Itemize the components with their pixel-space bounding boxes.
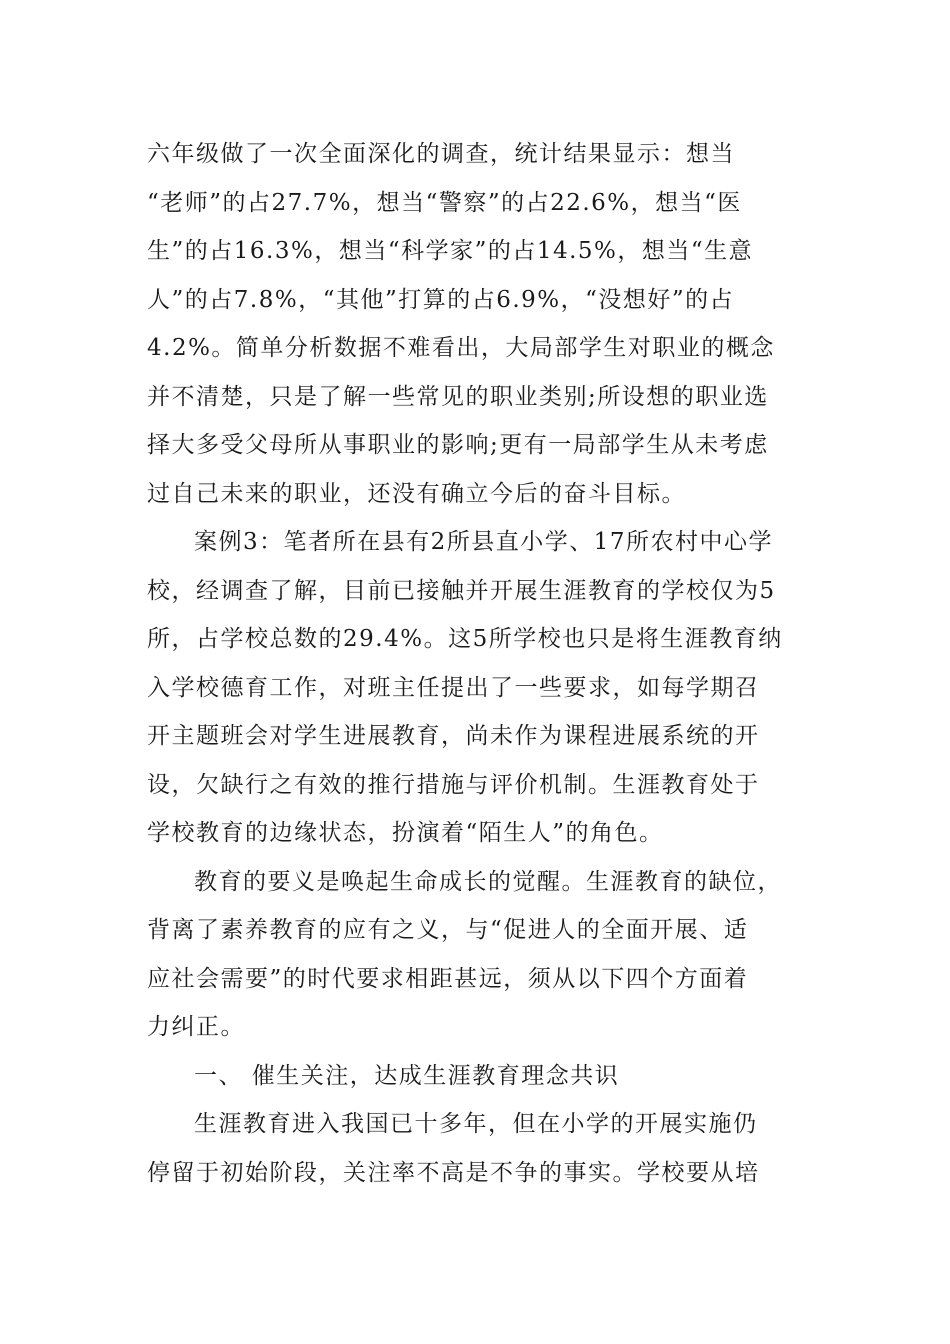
text-line: 生”的占16.3%，想当“科学家”的占14.5%，想当“生意 bbox=[147, 238, 754, 264]
text-line: 过自己未来的职业，还没有确立今后的奋斗目标。 bbox=[147, 480, 686, 507]
text-line: “老师”的占27.7%，想当“警察”的占22.6%，想当“医 bbox=[147, 189, 742, 216]
text-line: 学校教育的边缘状态，扮演着“陌生人”的角色。 bbox=[147, 820, 664, 846]
document-body bbox=[147, 130, 807, 1197]
paragraph-start-education: 教育的要义是唤起生命成长的觉醒。生涯教育的缺位， bbox=[194, 868, 782, 895]
text-line: 停留于初始阶段，关注率不高是不争的事实。学校要从培 bbox=[147, 1159, 760, 1186]
text-line: 力纠正。 bbox=[147, 1014, 245, 1040]
paragraph-start-career: 生涯教育进入我国已十多年，但在小学的开展实施仍 bbox=[194, 1111, 758, 1137]
text-line: 设，欠缺行之有效的推行措施与评价机制。生涯教育处于 bbox=[147, 771, 760, 798]
text-line: 开主题班会对学生进展教育，尚未作为课程进展系统的开 bbox=[147, 723, 760, 749]
text-line: 4.2%。简单分析数据不难看出，大局部学生对职业的概念 bbox=[147, 335, 775, 361]
text-line: 人”的占7.8%，“其他”打算的占6.9%，“没想好”的占 bbox=[147, 286, 735, 313]
section-heading: 一、 催生关注，达成生涯教育理念共识 bbox=[194, 1062, 620, 1089]
paragraph-start-case3: 案例3：笔者所在县有2所县直小学、17所农村中心学 bbox=[194, 529, 774, 555]
text-line: 并不清楚，只是了解一些常见的职业类别;所设想的职业选 bbox=[147, 383, 769, 410]
text-line: 择大多受父母所从事职业的影响;更有一局部学生从未考虑 bbox=[147, 432, 769, 458]
text-line: 应社会需要”的时代要求相距甚远，须从以下四个方面着 bbox=[147, 965, 749, 992]
text-line: 背离了素养教育的应有之义，与“促进人的全面开展、适 bbox=[147, 917, 749, 943]
text-line: 六年级做了一次全面深化的调查，统计结果显示：想当 bbox=[147, 141, 735, 167]
text-line: 入学校德育工作，对班主任提出了一些要求，如每学期召 bbox=[147, 674, 760, 701]
text-line: 所，占学校总数的29.4%。这5所学校也只是将生涯教育纳 bbox=[147, 626, 783, 652]
text-line: 校，经调查了解，目前已接触并开展生涯教育的学校仅为5 bbox=[147, 577, 776, 604]
